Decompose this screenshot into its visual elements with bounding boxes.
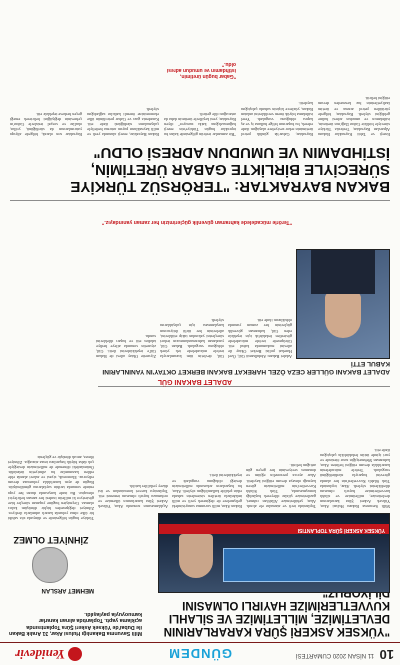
photo-person-suit [311, 250, 375, 294]
article1-photo [158, 513, 390, 593]
main-headline: BAKAN BAYRAKTAR: "TERÖRSÜZ TÜRKİYE SÜRECİYLE BİRLİKTE GABAR ÜRETİMİN, İSTİHDAMIN VE UMUDUN ADRESİ OLDU" [70, 144, 390, 195]
article1-headline: "YÜKSEK ASKERİ ŞÛRA KARARLARININ DEVLETİMİZE, MİLLETİMİZE VE SİLAHLI KUVVETLERİMİZE HAYIRLI OLMASINI [163, 599, 390, 637]
article2-body-column: Adalet Bakanı Abdulhamit Gül, Özel Harekat polisi Berket Oktay ile ailesini makamında kabul etti. Görüşmede terörle mücadelede gösterilen fedakârlık için teşekkür eden Gül, kahraman güvenlik güçlerinin her zaman yanında olduklarını ifade etti. [228, 318, 292, 359]
article1-body-column: Açıklamasının sonunda Akar, Yüksek Askeri Şûra kararlarının ülkemize ve ordumuza hayırlı olmasını temenni etti. Toplantıya kuvvet komutanları ve üst düzey yetkililer katıldı. [98, 483, 168, 509]
article2-tag: ADALET BAKANI GÜL [157, 378, 232, 385]
photo-backdrop-screen [223, 548, 375, 582]
main-article-body [10, 5, 390, 137]
photo-ticker-bar [159, 524, 389, 534]
photo-speaker-figure [179, 534, 213, 578]
article1-body-column: Milli Savunma Bakanı Hulusi Akar, Yüksek Askeri Şûra kararlarının devletimize, milletimize ve silahlı kuvvetlerimize hayırlı olmasını dilediklerini söyledi. Akar, toplantıda Türk Silahlı Kuvvetleri'nin her alanda görevini başarıyla sürdürdüğünü vurguladı. Terörle mücadelenin kararlılıkla devam ettiğini belirten Akar, kahraman Mehmetçiğin sınır ötesinde ve yurt içinde üstün fedakârlıkla çalıştığını ifade etti. [320, 447, 390, 509]
newspaper-logo [6, 646, 82, 662]
column-author-name: MEHMET ARSLAN [41, 587, 94, 593]
main-body-column: Bakan Bayraktar, enerji alanında yerli ve milli kaynakların payını artırma hedefiyle çalışmaların sürdüğünü ifade etti. Karadeniz gazı ve Gabar petrolünün ülke ekonomisine önemli katkılar sağladığını söyledi. [87, 106, 159, 137]
main-body-column: Bayraktar son olarak, bölgede altyapı yatırımlarının da sürdüğünü, yollar, okullar ve sosyal tesislerle Gabar'ın çehresinin değiştiğini belirterek emeği geçen herkese teşekkür etti. [10, 111, 82, 137]
article1-body-column: Toplantıda terfi ve atamalar ele alındı. Akar, şehitlerimize Allah'tan rahmet, gazilerimize şifalar dileyerek başladığı konuşmasında, Türk Silahlı Kuvvetleri'nin milletimizin güven kaynağı olmaya devam ettiğini kaydetti. Akar ayrıca personelin eğitim ve donanım seviyesinin her geçen gün arttığını belirtti. [246, 463, 316, 509]
logo-mark-icon [68, 647, 82, 661]
photo-person-face [325, 292, 361, 338]
article2-photo [296, 249, 390, 359]
article2-headline: ADALET BAKANI GÜLLER CEZA ÖZEL HAREKAT BAKANI BERKET OKTAY'IN YANINLARINI KABUL ETTİ [102, 360, 390, 375]
author-avatar [32, 547, 68, 583]
main-body-column: "Bir zamanlar terörün gölgesinde kalan bu topraklar bugün Türkiye'nin enerji bağımsızlığına katkı sunuyor" diyen Bayraktar, yeni keşiflerle üretimin daha da artacağını dile getirdi. [164, 111, 236, 137]
article1-body-column: Bakan Akar, milli savunma sanayisindeki gelişmelere de değinerek yerli ve milli imkânlarla üretilen sistemlerin sahada etkin şekilde kullanıldığını söyledi. Akar, bu başarıların arkasında milletimizin desteği olduğunu vurguladı ve teşekkürlerini iletti. [172, 473, 242, 509]
photo-ticker-text: YÜKSEK ASKERİ ŞÛRA TOPLANTISI [297, 527, 385, 533]
issue-date: 11 NİSAN 2020 CUMARTESİ [295, 652, 374, 658]
column-title: ZİHNİYET OLMEZ [13, 535, 89, 545]
main-body-column: Bayraktar, Gabar'da günlük petrol üretiminin rekor seviyelere ulaştığını ifade ederek, bu başarının bölge halkına iş ve aş kapısı olduğunu vurguladı. Yerel istihdama büyük önem verdiklerini anlatan Bakan, yüzlerce kişinin sahada çalıştığını kaydetti. [241, 101, 313, 137]
section-divider [10, 200, 390, 201]
column-body: Türkiye bugün bölgesinde ve dünyada söz sahibi bir ülke olma yolunda kararlı adımlarla ilerliyor. Zihniyet değişmeden hiçbir dönüşüm kalıcı olamaz. Geçmişten bugüne yaşanan süreçler bize gösteriyor ki milletin iradesi her zaman belirleyici olmuştur. Bu irade karşısında duran her yapı eninde sonunda tarihin sayfalarına gömülmüştür. Bugün de aynı kararlılıkla yolumuza devam ediyoruz. Ekonomik, siyasi ve askeri alanda elde edilen kazanımlar bu zihniyetin ürünüdür. Önümüzdeki dönemde de milletimizin desteğiyle çok daha büyük başarılara imza atacağız. Zihniyet ölmez, ancak dönüşür ve güçlenir. [8, 454, 94, 521]
article2-body-column: Gül, devletin tüm kurumlarıyla terörle mücadelede tek yürek olduğunu vurguladı. Bakan Gül, yaralanan kahramanlarımızın tedavi süreçlerini yakından takip ettiklerini, ailelerinin her türlü ihtiyacının karşılanması için çalıştıklarını söyledi. [160, 318, 224, 359]
main-pull-quote: "Gabar bugün üretimin, istihdamın ve umudun adresi oldu." [164, 61, 236, 79]
logo-text: Yenidevir [15, 647, 65, 662]
article1-deck: Milli Savunma Bakanlığı Hulusi Akar, 31 Aralık Bakan ile Dubai'de Yüksek Askeri Şûra Toplantısında açıklama yaptı. Toplantıda alınan kararlar kamuoyuyla paylaşıldı. [9, 610, 142, 636]
opinion-column [8, 213, 94, 593]
page-number: 10 [379, 647, 394, 662]
article2-pull-quote: "Terörle mücadelede kahraman güvenlik güçlerimizin her zaman yanındayız." [101, 219, 292, 225]
main-body-column: Enerji ve Tabii Kaynaklar Bakanı Alparslan Bayraktar, Terörsüz Türkiye süreciyle birlikte Gabar Dağı'nın üretimin, istihdamın ve umudun adresi haline geldiğini söyledi. Bayraktar, bölgede yürütülen petrol arama ve üretim faaliyetlerinin hız kesmeden devam ettiğini belirtti. [318, 96, 390, 137]
section-divider [98, 386, 390, 387]
section-title: GÜNDEM [168, 646, 232, 661]
article2-body-column: Ziyarette Oktay ailesi de Bakan Gül'e teşekkürlerini iletti. Gül, ziyaretin sonunda aileye hediye takdim etti ve başarı dileklerini sundu. [96, 333, 156, 359]
masthead [0, 642, 400, 665]
